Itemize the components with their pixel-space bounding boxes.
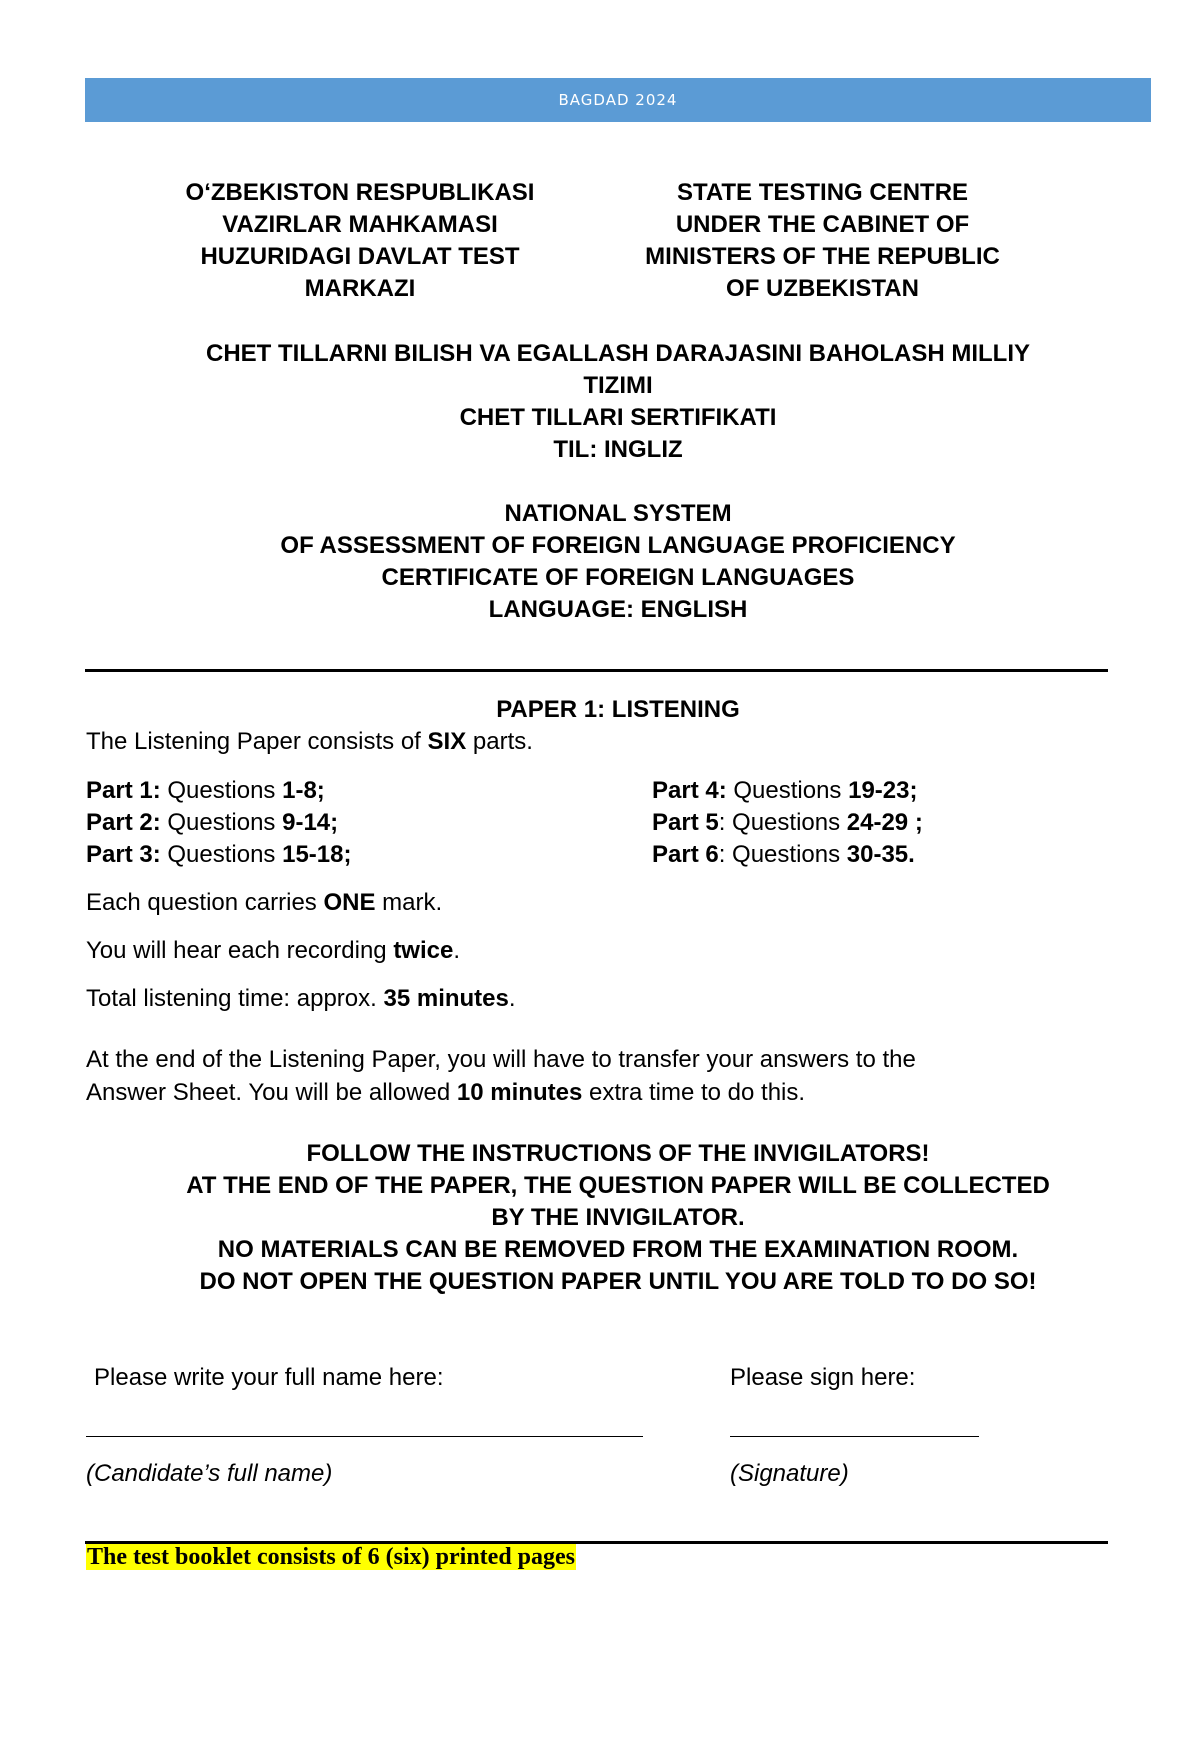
name-prompt: Please write your full name here: — [94, 1364, 444, 1391]
sign-prompt: Please sign here: — [730, 1364, 916, 1391]
mark-info: Each question carries ONE mark. — [86, 889, 443, 916]
name-caption: (Candidate’s full name) — [86, 1460, 333, 1487]
invigilator-instructions — [85, 1138, 1151, 1298]
booklet-note — [86, 1542, 576, 1572]
en-title-line: NATIONAL SYSTEM — [504, 500, 732, 527]
transfer-info-line-2: Answer Sheet. You will be allowed 10 minutes extra time to do this. — [86, 1079, 806, 1106]
institution-uz-line: VAZIRLAR MAHKAMASI — [222, 211, 498, 238]
institution-uz-line: MARKAZI — [304, 275, 416, 302]
booklet-note-text: The test booklet consists of 6 (six) printed pages — [87, 1544, 576, 1570]
institution-uz-line: O‘ZBEKISTON RESPUBLIKASI — [185, 179, 535, 206]
uz-title-line: TIZIMI — [583, 372, 653, 399]
uz-title-line: CHET TILLARNI BILISH VA EGALLASH DARAJASINI BAHOLASH MILLIY — [206, 340, 1030, 367]
institution-en — [600, 177, 1045, 305]
instruction-line: FOLLOW THE INSTRUCTIONS OF THE INVIGILATORS! — [306, 1140, 930, 1167]
name-line[interactable] — [86, 1436, 643, 1437]
institution-uz-line: HUZURIDAGI DAVLAT TEST — [200, 243, 520, 270]
signature-caption: (Signature) — [730, 1460, 849, 1487]
instruction-line: BY THE INVIGILATOR. — [491, 1204, 745, 1231]
part-1: Part 1: Questions 1-8; — [86, 777, 325, 804]
en-title-line: LANGUAGE: ENGLISH — [488, 596, 748, 623]
instruction-line: AT THE END OF THE PAPER, THE QUESTION PAPER WILL BE COLLECTED — [186, 1172, 1050, 1199]
en-title-line: CERTIFICATE OF FOREIGN LANGUAGES — [381, 564, 855, 591]
signature-line[interactable] — [730, 1436, 979, 1437]
part-2: Part 2: Questions 9-14; — [86, 809, 339, 836]
header-band — [85, 78, 1151, 122]
instruction-line: NO MATERIALS CAN BE REMOVED FROM THE EXAMINATION ROOM. — [217, 1236, 1019, 1263]
en-title-line: OF ASSESSMENT OF FOREIGN LANGUAGE PROFICIENCY — [280, 532, 956, 559]
part-6: Part 6: Questions 30-35. — [652, 841, 915, 868]
section-divider-top — [85, 669, 1108, 672]
part-4: Part 4: Questions 19-23; — [652, 777, 918, 804]
institution-en-line: OF UZBEKISTAN — [726, 275, 919, 302]
part-5: Part 5: Questions 24-29 ; — [652, 809, 923, 836]
institution-en-line: UNDER THE CABINET OF — [675, 211, 970, 238]
header-band-text: BAGDAD 2024 — [558, 91, 678, 109]
uz-title-line: TIL: INGLIZ — [553, 436, 683, 463]
paper-intro: The Listening Paper consists of SIX parts. — [86, 728, 533, 755]
institution-en-line: MINISTERS OF THE REPUBLIC — [645, 243, 1000, 270]
uz-title-block — [85, 338, 1151, 466]
institution-uz — [130, 177, 590, 305]
time-info: Total listening time: approx. 35 minutes. — [86, 985, 516, 1012]
instruction-line: DO NOT OPEN THE QUESTION PAPER UNTIL YOU ARE TOLD TO DO SO! — [199, 1268, 1037, 1295]
part-3: Part 3: Questions 15-18; — [86, 841, 352, 868]
institution-en-line: STATE TESTING CENTRE — [676, 179, 969, 206]
uz-title-line: CHET TILLARI SERTIFIKATI — [459, 404, 777, 431]
recording-info: You will hear each recording twice. — [86, 937, 461, 964]
paper-title: PAPER 1: LISTENING — [496, 696, 740, 723]
transfer-info-line-1: At the end of the Listening Paper, you will have to transfer your answers to the — [86, 1046, 916, 1073]
en-title-block — [85, 498, 1151, 626]
